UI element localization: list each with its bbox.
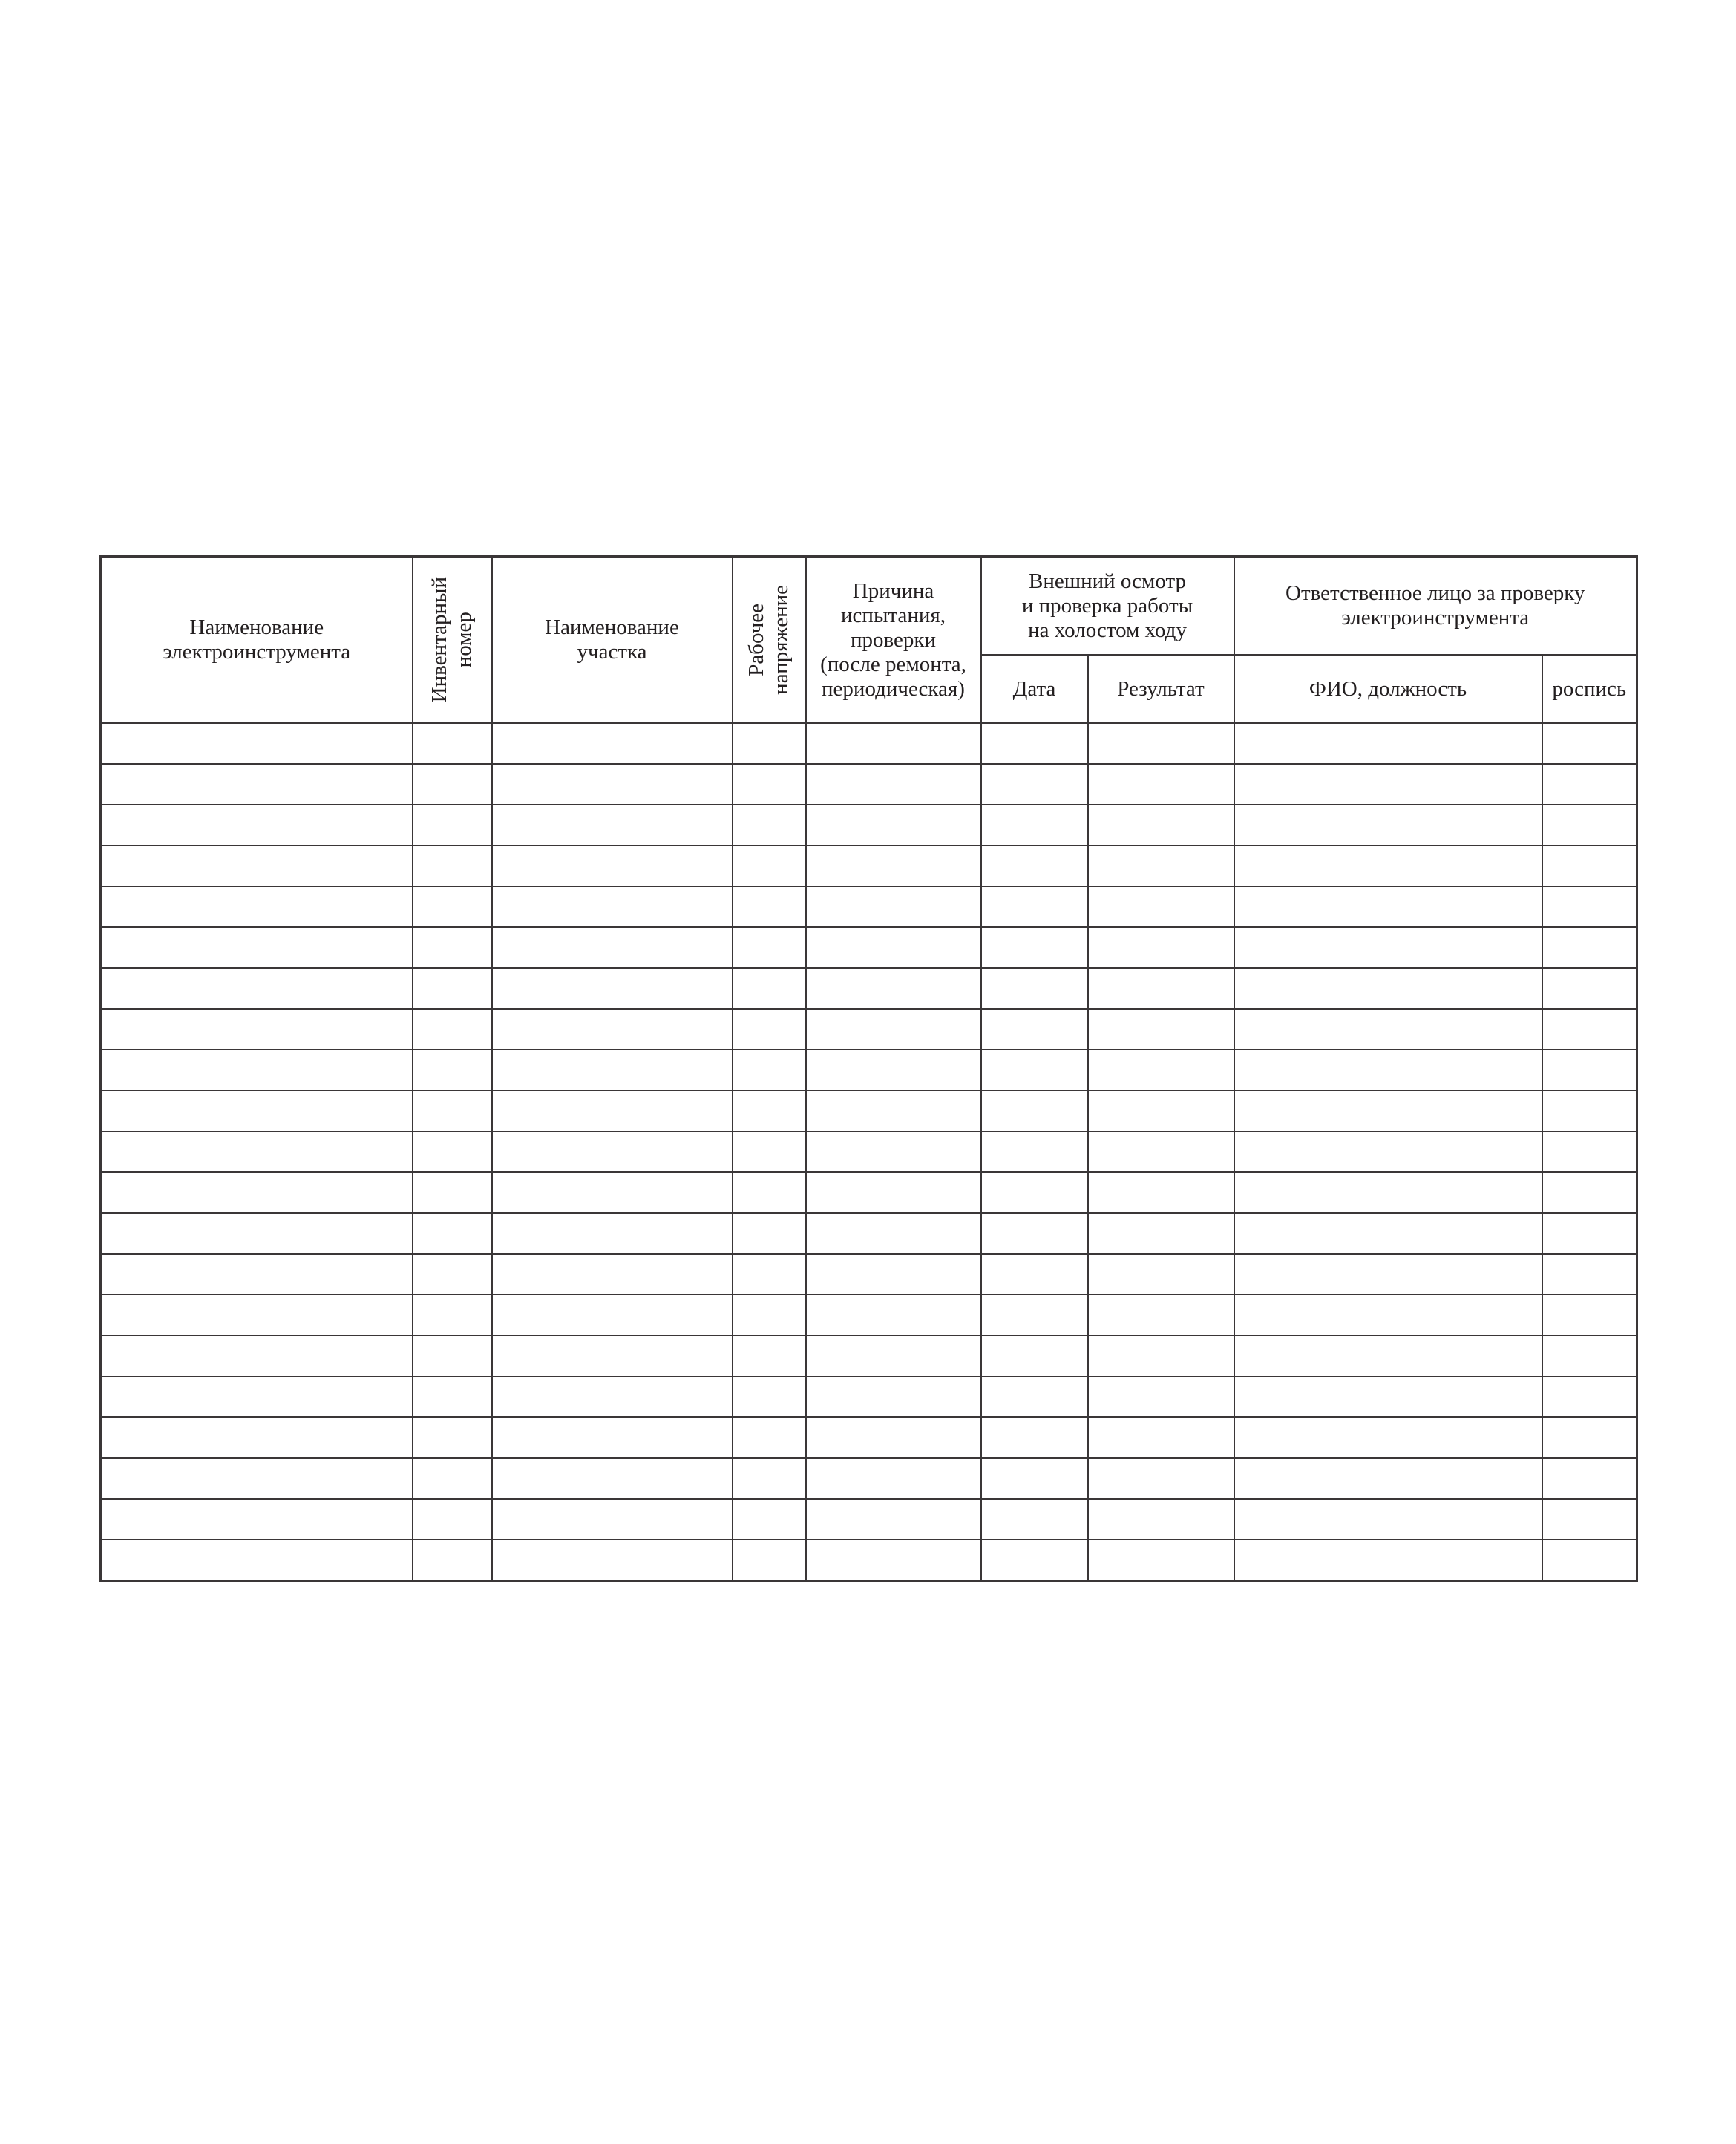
blank-cell-signature[interactable] (1542, 1295, 1637, 1336)
blank-cell-tool-name[interactable] (101, 927, 413, 968)
journal-table (99, 555, 1638, 1582)
table-row (101, 1213, 1637, 1254)
blank-cell-result[interactable] (1088, 764, 1234, 805)
blank-cell-full-name-position[interactable] (1234, 846, 1542, 886)
blank-cell-full-name-position[interactable] (1234, 1540, 1542, 1581)
blank-cell-date[interactable] (981, 886, 1088, 927)
blank-cell-inventory-number[interactable] (413, 1458, 492, 1499)
blank-cell-signature[interactable] (1542, 1336, 1637, 1376)
blank-cell-signature[interactable] (1542, 1376, 1637, 1417)
blank-cell-signature[interactable] (1542, 846, 1637, 886)
blank-cell-test-reason[interactable] (806, 1050, 981, 1091)
blank-cell-tool-name[interactable] (101, 846, 413, 886)
blank-cell-date[interactable] (981, 1499, 1088, 1540)
blank-cell-site-name[interactable] (492, 1499, 733, 1540)
blank-cell-working-voltage[interactable] (733, 764, 806, 805)
blank-cell-test-reason[interactable] (806, 1417, 981, 1458)
header-working-voltage: Рабочее напряжение (733, 557, 806, 724)
blank-cell-full-name-position[interactable] (1234, 1009, 1542, 1050)
table-row (101, 886, 1637, 927)
blank-cell-result[interactable] (1088, 1540, 1234, 1581)
blank-cell-inventory-number[interactable] (413, 1009, 492, 1050)
blank-cell-signature[interactable] (1542, 1009, 1637, 1050)
blank-cell-inventory-number[interactable] (413, 1295, 492, 1336)
blank-cell-working-voltage[interactable] (733, 1131, 806, 1172)
blank-cell-date[interactable] (981, 1009, 1088, 1050)
blank-cell-site-name[interactable] (492, 1540, 733, 1581)
blank-cell-date[interactable] (981, 764, 1088, 805)
blank-cell-date[interactable] (981, 1376, 1088, 1417)
blank-cell-test-reason[interactable] (806, 1295, 981, 1336)
blank-cell-inventory-number[interactable] (413, 1376, 492, 1417)
blank-cell-inventory-number[interactable] (413, 1336, 492, 1376)
blank-cell-date[interactable] (981, 927, 1088, 968)
header-result: Результат (1088, 655, 1234, 723)
blank-cell-result[interactable] (1088, 927, 1234, 968)
blank-cell-date[interactable] (981, 1254, 1088, 1295)
blank-cell-signature[interactable] (1542, 1131, 1637, 1172)
blank-cell-full-name-position[interactable] (1234, 1499, 1542, 1540)
blank-cell-result[interactable] (1088, 968, 1234, 1009)
header-date: Дата (981, 655, 1088, 723)
blank-cell-site-name[interactable] (492, 1295, 733, 1336)
blank-cell-result[interactable] (1088, 1295, 1234, 1336)
blank-cell-signature[interactable] (1542, 1254, 1637, 1295)
blank-cell-full-name-position[interactable] (1234, 1376, 1542, 1417)
blank-cell-date[interactable] (981, 968, 1088, 1009)
blank-cell-working-voltage[interactable] (733, 1091, 806, 1131)
blank-cell-working-voltage[interactable] (733, 1172, 806, 1213)
blank-cell-site-name[interactable] (492, 968, 733, 1009)
table-row (101, 846, 1637, 886)
blank-cell-working-voltage[interactable] (733, 886, 806, 927)
blank-cell-tool-name[interactable] (101, 723, 413, 764)
blank-cell-working-voltage[interactable] (733, 1376, 806, 1417)
blank-cell-full-name-position[interactable] (1234, 1336, 1542, 1376)
blank-cell-full-name-position[interactable] (1234, 1213, 1542, 1254)
blank-cell-date[interactable] (981, 805, 1088, 846)
blank-cell-tool-name[interactable] (101, 886, 413, 927)
table-row (101, 723, 1637, 764)
blank-cell-signature[interactable] (1542, 968, 1637, 1009)
blank-cell-tool-name[interactable] (101, 1172, 413, 1213)
blank-cell-working-voltage[interactable] (733, 1050, 806, 1091)
blank-cell-result[interactable] (1088, 1376, 1234, 1417)
blank-cell-date[interactable] (981, 1131, 1088, 1172)
blank-cell-site-name[interactable] (492, 1131, 733, 1172)
blank-cell-tool-name[interactable] (101, 1499, 413, 1540)
table-row (101, 1009, 1637, 1050)
blank-cell-tool-name[interactable] (101, 1458, 413, 1499)
blank-cell-date[interactable] (981, 1091, 1088, 1131)
blank-cell-test-reason[interactable] (806, 723, 981, 764)
blank-cell-inventory-number[interactable] (413, 1254, 492, 1295)
blank-cell-full-name-position[interactable] (1234, 764, 1542, 805)
blank-cell-result[interactable] (1088, 1131, 1234, 1172)
table-row (101, 1458, 1637, 1499)
blank-cell-site-name[interactable] (492, 805, 733, 846)
blank-cell-test-reason[interactable] (806, 1499, 981, 1540)
blank-cell-inventory-number[interactable] (413, 1540, 492, 1581)
blank-cell-tool-name[interactable] (101, 1295, 413, 1336)
blank-cell-full-name-position[interactable] (1234, 1131, 1542, 1172)
blank-cell-inventory-number[interactable] (413, 846, 492, 886)
table-row (101, 1376, 1637, 1417)
blank-cell-tool-name[interactable] (101, 1376, 413, 1417)
blank-cell-full-name-position[interactable] (1234, 927, 1542, 968)
blank-cell-inventory-number[interactable] (413, 927, 492, 968)
table-header (101, 557, 1637, 724)
blank-cell-working-voltage[interactable] (733, 1458, 806, 1499)
table-row (101, 764, 1637, 805)
blank-cell-inventory-number[interactable] (413, 1172, 492, 1213)
blank-cell-site-name[interactable] (492, 846, 733, 886)
blank-cell-full-name-position[interactable] (1234, 723, 1542, 764)
blank-cell-working-voltage[interactable] (733, 1295, 806, 1336)
blank-cell-site-name[interactable] (492, 1417, 733, 1458)
blank-cell-test-reason[interactable] (806, 1336, 981, 1376)
blank-cell-signature[interactable] (1542, 764, 1637, 805)
blank-cell-signature[interactable] (1542, 1540, 1637, 1581)
blank-cell-inventory-number[interactable] (413, 764, 492, 805)
blank-cell-site-name[interactable] (492, 886, 733, 927)
table-row (101, 1336, 1637, 1376)
blank-cell-tool-name[interactable] (101, 1091, 413, 1131)
blank-cell-working-voltage[interactable] (733, 1499, 806, 1540)
blank-cell-date[interactable] (981, 1336, 1088, 1376)
blank-cell-tool-name[interactable] (101, 1213, 413, 1254)
blank-cell-site-name[interactable] (492, 1336, 733, 1376)
blank-cell-inventory-number[interactable] (413, 1213, 492, 1254)
blank-cell-date[interactable] (981, 1458, 1088, 1499)
blank-cell-result[interactable] (1088, 846, 1234, 886)
table-body (101, 723, 1637, 1581)
blank-cell-full-name-position[interactable] (1234, 1172, 1542, 1213)
blank-cell-date[interactable] (981, 1172, 1088, 1213)
blank-cell-signature[interactable] (1542, 1499, 1637, 1540)
table-row (101, 927, 1637, 968)
blank-cell-tool-name[interactable] (101, 805, 413, 846)
blank-cell-result[interactable] (1088, 1458, 1234, 1499)
blank-cell-signature[interactable] (1542, 927, 1637, 968)
blank-cell-test-reason[interactable] (806, 1213, 981, 1254)
blank-cell-working-voltage[interactable] (733, 1417, 806, 1458)
table-row (101, 1131, 1637, 1172)
header-responsible-group: Ответственное лицо за проверку электроинструмента (1234, 557, 1637, 656)
blank-cell-test-reason[interactable] (806, 968, 981, 1009)
blank-cell-signature[interactable] (1542, 1091, 1637, 1131)
blank-cell-result[interactable] (1088, 1213, 1234, 1254)
blank-cell-signature[interactable] (1542, 1050, 1637, 1091)
blank-cell-tool-name[interactable] (101, 1336, 413, 1376)
blank-cell-full-name-position[interactable] (1234, 805, 1542, 846)
blank-cell-test-reason[interactable] (806, 1376, 981, 1417)
blank-cell-signature[interactable] (1542, 1458, 1637, 1499)
blank-cell-signature[interactable] (1542, 1172, 1637, 1213)
blank-cell-site-name[interactable] (492, 1050, 733, 1091)
blank-cell-inventory-number[interactable] (413, 886, 492, 927)
blank-cell-working-voltage[interactable] (733, 846, 806, 886)
blank-cell-tool-name[interactable] (101, 1009, 413, 1050)
blank-cell-site-name[interactable] (492, 927, 733, 968)
blank-cell-working-voltage[interactable] (733, 723, 806, 764)
blank-cell-working-voltage[interactable] (733, 1009, 806, 1050)
header-signature: роспись (1542, 655, 1637, 723)
blank-cell-test-reason[interactable] (806, 764, 981, 805)
table-row (101, 1295, 1637, 1336)
header-site-name: Наименование участка (492, 557, 733, 724)
blank-cell-result[interactable] (1088, 1499, 1234, 1540)
table-row (101, 1050, 1637, 1091)
blank-cell-date[interactable] (981, 723, 1088, 764)
blank-cell-inventory-number[interactable] (413, 968, 492, 1009)
blank-cell-inventory-number[interactable] (413, 805, 492, 846)
blank-cell-test-reason[interactable] (806, 1458, 981, 1499)
blank-cell-inventory-number[interactable] (413, 1499, 492, 1540)
table-row (101, 1172, 1637, 1213)
table-row (101, 805, 1637, 846)
blank-cell-inventory-number[interactable] (413, 1131, 492, 1172)
blank-cell-result[interactable] (1088, 723, 1234, 764)
blank-cell-site-name[interactable] (492, 1376, 733, 1417)
blank-cell-test-reason[interactable] (806, 1131, 981, 1172)
blank-cell-test-reason[interactable] (806, 1540, 981, 1581)
blank-cell-site-name[interactable] (492, 1172, 733, 1213)
blank-cell-signature[interactable] (1542, 1213, 1637, 1254)
blank-cell-working-voltage[interactable] (733, 1336, 806, 1376)
blank-cell-inventory-number[interactable] (413, 1091, 492, 1131)
header-inspection-group: Внешний осмотр и проверка работы на холостом ходу (981, 557, 1234, 656)
header-full-name-position: ФИО, должность (1234, 655, 1542, 723)
table-row (101, 968, 1637, 1009)
blank-cell-result[interactable] (1088, 886, 1234, 927)
blank-cell-date[interactable] (981, 1295, 1088, 1336)
blank-cell-full-name-position[interactable] (1234, 1295, 1542, 1336)
table-row (101, 1540, 1637, 1581)
blank-cell-test-reason[interactable] (806, 805, 981, 846)
blank-cell-signature[interactable] (1542, 805, 1637, 846)
blank-cell-full-name-position[interactable] (1234, 1050, 1542, 1091)
blank-cell-full-name-position[interactable] (1234, 968, 1542, 1009)
blank-cell-result[interactable] (1088, 1009, 1234, 1050)
blank-cell-result[interactable] (1088, 1091, 1234, 1131)
blank-cell-full-name-position[interactable] (1234, 886, 1542, 927)
blank-cell-tool-name[interactable] (101, 1417, 413, 1458)
blank-cell-working-voltage[interactable] (733, 1254, 806, 1295)
blank-cell-site-name[interactable] (492, 723, 733, 764)
blank-cell-tool-name[interactable] (101, 764, 413, 805)
blank-cell-working-voltage[interactable] (733, 805, 806, 846)
blank-cell-site-name[interactable] (492, 1254, 733, 1295)
blank-cell-full-name-position[interactable] (1234, 1458, 1542, 1499)
blank-cell-test-reason[interactable] (806, 846, 981, 886)
blank-cell-working-voltage[interactable] (733, 927, 806, 968)
blank-cell-date[interactable] (981, 1213, 1088, 1254)
blank-cell-working-voltage[interactable] (733, 1540, 806, 1581)
table-row (101, 1417, 1637, 1458)
blank-cell-date[interactable] (981, 1540, 1088, 1581)
table-row (101, 1091, 1637, 1131)
blank-cell-date[interactable] (981, 1417, 1088, 1458)
blank-cell-inventory-number[interactable] (413, 1417, 492, 1458)
table-row (101, 1254, 1637, 1295)
blank-cell-tool-name[interactable] (101, 1540, 413, 1581)
blank-cell-result[interactable] (1088, 1172, 1234, 1213)
blank-cell-full-name-position[interactable] (1234, 1091, 1542, 1131)
blank-cell-inventory-number[interactable] (413, 723, 492, 764)
blank-cell-result[interactable] (1088, 1417, 1234, 1458)
blank-cell-full-name-position[interactable] (1234, 1254, 1542, 1295)
blank-cell-site-name[interactable] (492, 1009, 733, 1050)
blank-cell-working-voltage[interactable] (733, 1213, 806, 1254)
blank-cell-result[interactable] (1088, 1254, 1234, 1295)
header-tool-name: Наименование электроинструмента (101, 557, 413, 724)
table-row (101, 1499, 1637, 1540)
blank-cell-site-name[interactable] (492, 1458, 733, 1499)
blank-cell-full-name-position[interactable] (1234, 1417, 1542, 1458)
blank-cell-tool-name[interactable] (101, 1131, 413, 1172)
blank-cell-result[interactable] (1088, 1050, 1234, 1091)
blank-cell-date[interactable] (981, 1050, 1088, 1091)
blank-cell-test-reason[interactable] (806, 1091, 981, 1131)
blank-cell-site-name[interactable] (492, 1091, 733, 1131)
blank-cell-signature[interactable] (1542, 723, 1637, 764)
blank-cell-tool-name[interactable] (101, 968, 413, 1009)
blank-cell-test-reason[interactable] (806, 886, 981, 927)
blank-cell-inventory-number[interactable] (413, 1050, 492, 1091)
blank-cell-tool-name[interactable] (101, 1254, 413, 1295)
blank-cell-test-reason[interactable] (806, 1254, 981, 1295)
blank-cell-site-name[interactable] (492, 1213, 733, 1254)
blank-cell-result[interactable] (1088, 1336, 1234, 1376)
blank-cell-signature[interactable] (1542, 1417, 1637, 1458)
header-inventory-number: Инвентарный номер (413, 557, 492, 724)
blank-cell-test-reason[interactable] (806, 1009, 981, 1050)
blank-cell-working-voltage[interactable] (733, 968, 806, 1009)
header-test-reason: Причина испытания, проверки (после ремонта, периодическая) (806, 557, 981, 724)
blank-cell-tool-name[interactable] (101, 1050, 413, 1091)
blank-cell-test-reason[interactable] (806, 927, 981, 968)
blank-cell-date[interactable] (981, 846, 1088, 886)
blank-cell-signature[interactable] (1542, 886, 1637, 927)
blank-cell-site-name[interactable] (492, 764, 733, 805)
blank-cell-test-reason[interactable] (806, 1172, 981, 1213)
blank-cell-result[interactable] (1088, 805, 1234, 846)
